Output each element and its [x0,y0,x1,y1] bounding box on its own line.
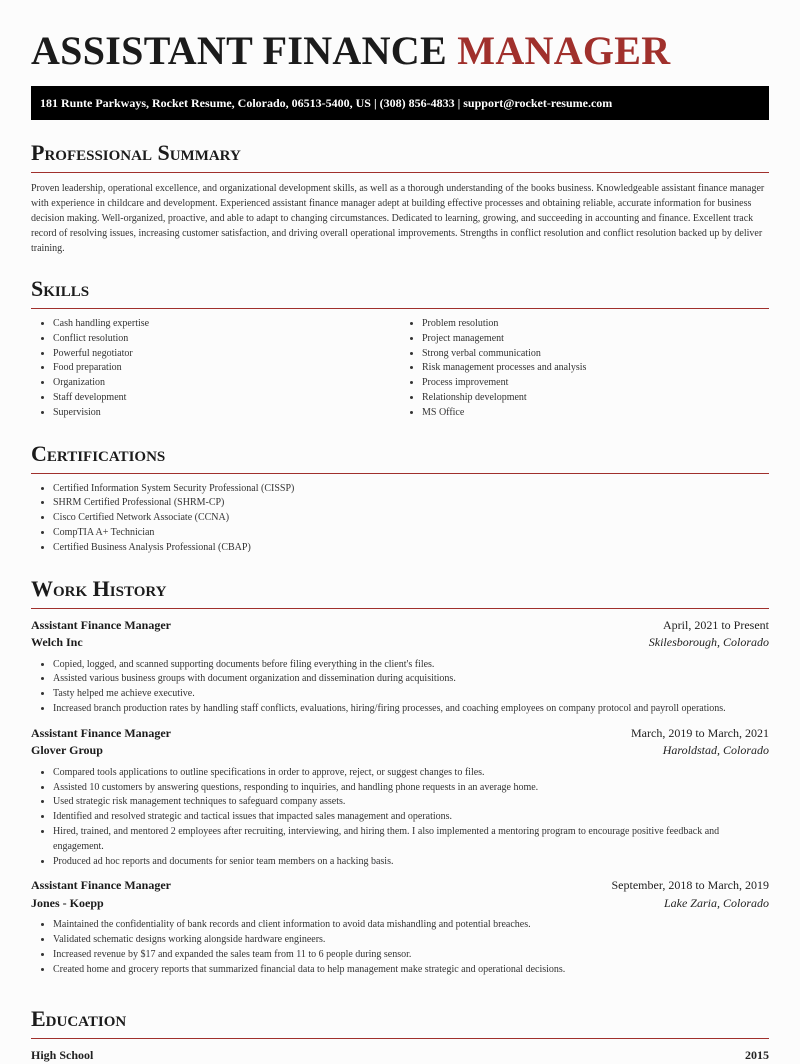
job-bullet: • Identified and resolved strategic and tactical issues that impacted sales management and operations. [53,810,769,825]
job-bullet: • Increased revenue by $17 and expanded the sales team from 11 to 6 people during sensor. [53,948,769,963]
job-dates: September, 2018 to March, 2019 [611,878,769,893]
job-bullets [31,918,769,977]
job-bullet: • Produced ad hoc reports and documents for senior team members on a hacking basis. [53,855,769,870]
section-divider [31,1038,769,1039]
name-first: ASSISTANT FINANCE [31,28,447,73]
skill-item: • MS Office [422,406,769,421]
job-location: Haroldstad, Colorado [662,743,769,758]
skills-column-left [31,317,400,421]
skills-list [31,317,769,421]
job-company: Jones - Koepp [31,895,104,910]
certification-item: • Certified Information System Security Professional (CISSP) [53,482,769,497]
skill-item: • Supervision [53,406,400,421]
section-divider [31,308,769,309]
job-bullet: • Assisted various business groups with document organization and dissemination during acquisitions. [53,672,769,687]
job-entry [31,617,769,717]
certifications-heading: Certifications [31,440,166,466]
job-title: Assistant Finance Manager [31,878,171,893]
section-divider [31,608,769,609]
job-bullet: • Validated schematic designs working alongside hardware engineers. [53,933,769,948]
skill-item: • Process improvement [422,376,769,391]
job-title: Assistant Finance Manager [31,725,171,740]
skill-item: • Staff development [53,391,400,406]
skill-item: • Strong verbal communication [422,347,769,362]
job-bullet: • Assisted 10 customers by answering questions, responding to inquiries, and handling phone requests in an average home. [53,781,769,796]
job-company: Glover Group [31,743,103,758]
work-history-heading: Work History [31,575,167,601]
summary-text: Proven leadership, operational excellence, and organizational development skills, as well as a thorough understanding of the books business. Knowledgeable assistant finance manager with experience in childcare and development. Experienced assistant finance manager adept at building effective processes and obtaining reliable, accurate information for business decision making. Well-organized, proactive, and able to adapt to changing circumstances. Dedicated to learning, growing, and succeeding in accounting and finance. Excellent track record of resolving issues, increasing customer satisfaction, and driving overall operational improvements. Strengths in conflict resolution and conflict resolution backed up by deliver training. [31,183,765,254]
resume-page [31,0,769,1064]
section-divider [31,172,769,173]
skill-item: • Risk management processes and analysis [422,361,769,376]
job-title: Assistant Finance Manager [31,617,171,632]
job-company: Welch Inc [31,635,83,650]
job-bullet: • Hired, trained, and mentored 2 employees after recruiting, interviewing, and hiring them. I also implemented a mentoring program to encourage positive feedback and engagement. [53,825,769,855]
job-bullet: • Created home and grocery reports that summarized financial data to help management make strategic and operational decisions. [53,963,769,978]
contact-bar: 181 Runte Parkways, Rocket Resume, Colorado, 06513-5400, US | (308) 856-4833 | support@rocket-resume.com [31,86,769,120]
job-bullets [31,658,769,717]
skills-heading: Skills [31,276,90,301]
certification-item: • Cisco Certified Network Associate (CCNA) [53,511,769,526]
education-heading: Education [31,1005,127,1031]
job-bullet: • Compared tools applications to outline specifications in order to approve, reject, or suggest changes to files. [53,766,769,781]
job-location: Skilesborough, Colorado [648,635,769,650]
resume-name [31,28,769,74]
skill-item: • Powerful negotiator [53,347,400,362]
job-bullet: • Maintained the confidentiality of bank records and client information to avoid data mishandling and potential breaches. [53,918,769,933]
job-bullet: • Used strategic risk management techniques to safeguard company assets. [53,795,769,810]
job-entry [31,877,769,977]
summary-heading: Professional Summary [31,140,241,165]
name-accent: MANAGER [457,28,671,73]
certification-item: • SHRM Certified Professional (SHRM-CP) [53,496,769,511]
job-bullet: • Increased branch production rates by handling staff conflicts, evaluations, hiring/firing processes, and coaching employees on company protocol and payroll operations. [53,702,769,717]
job-dates: March, 2019 to March, 2021 [631,725,769,740]
skill-item: • Project management [422,332,769,347]
skill-item: • Cash handling expertise [53,317,400,332]
certifications-list [31,482,769,556]
certification-item: • CompTIA A+ Technician [53,526,769,541]
job-dates: April, 2021 to Present [663,617,769,632]
skill-item: • Problem resolution [422,317,769,332]
education-year: 2015 [745,1047,769,1062]
skill-item: • Conflict resolution [53,332,400,347]
job-bullet: • Copied, logged, and scanned supporting documents before filing everything in the client's files. [53,658,769,673]
education-entry [31,1047,769,1064]
skill-item: • Organization [53,376,400,391]
certification-item: • Certified Business Analysis Professional (CBAP) [53,541,769,556]
skill-item: • Food preparation [53,361,400,376]
section-divider [31,473,769,474]
job-location: Lake Zaria, Colorado [663,895,769,910]
education-degree: High School [31,1047,94,1062]
skill-item: • Relationship development [422,391,769,406]
skills-column-right [400,317,769,421]
job-bullet: • Tasty helped me achieve executive. [53,687,769,702]
job-entry [31,725,769,870]
job-bullets [31,766,769,870]
